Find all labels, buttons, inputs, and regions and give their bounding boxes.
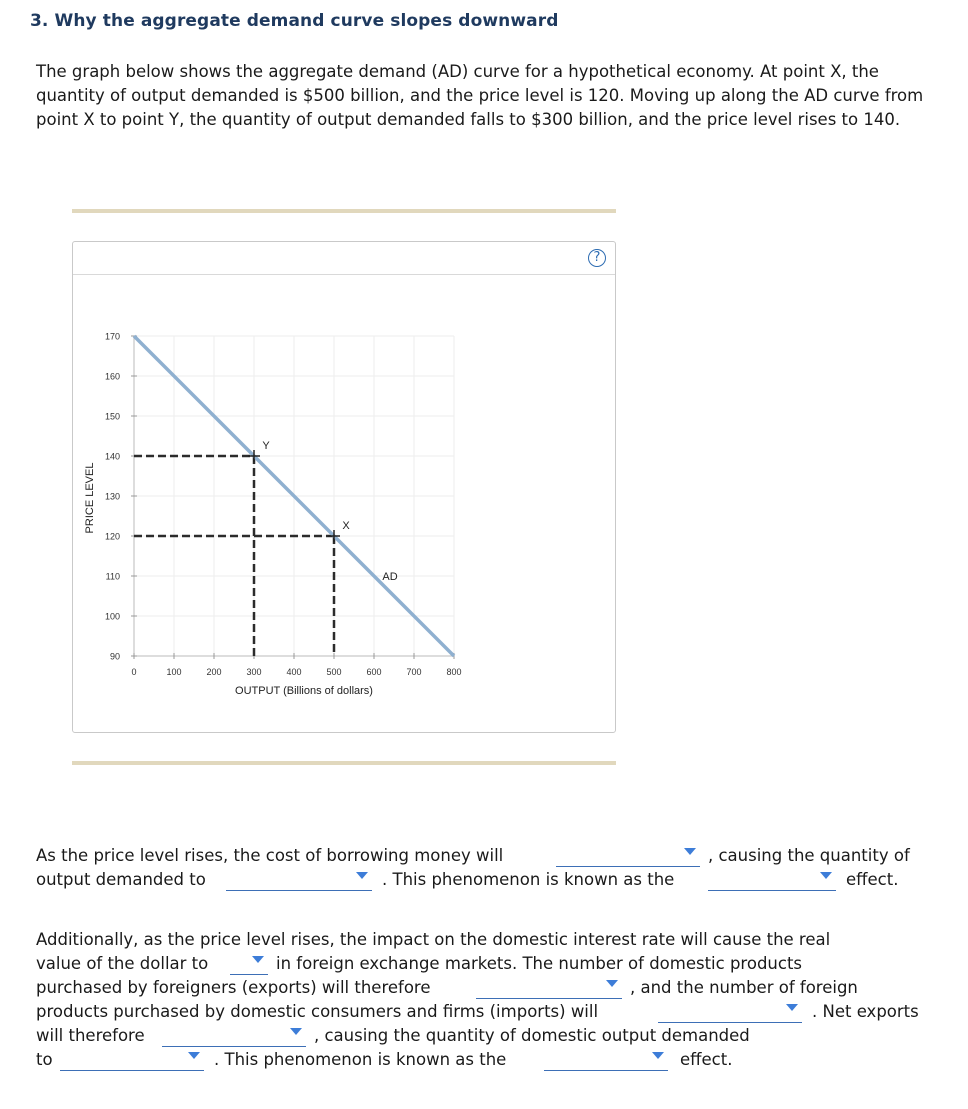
part1-text-b: , causing the quantity of (708, 846, 910, 865)
y-tick-label: 90 (109, 651, 120, 662)
imports-dropdown[interactable] (658, 1000, 802, 1023)
x-axis-title: OUTPUT (Billions of dollars) (235, 685, 373, 697)
part2-line4a: products purchased by domestic consumers and firms (imports) will (36, 1002, 599, 1021)
y-axis-title: PRICE LEVEL (84, 462, 96, 534)
chevron-down-icon (252, 956, 264, 963)
x-tick-label: 600 (366, 667, 382, 677)
part1-text-c: output demanded to (36, 870, 206, 889)
x-tick-label: 500 (326, 667, 342, 677)
part2-line5b: , causing the quantity of domestic output demanded (314, 1026, 750, 1045)
point-label-x: X (342, 520, 350, 532)
part2-line3a: purchased by foreigners (exports) will therefore (36, 978, 431, 997)
domestic-output-dropdown[interactable] (60, 1048, 204, 1071)
y-tick-label: 120 (104, 531, 120, 542)
question-title: 3. Why the aggregate demand curve slopes downward (30, 11, 559, 31)
x-tick-label: 400 (286, 667, 302, 677)
part2-line5a: will therefore (36, 1026, 145, 1045)
part1-text-a: As the price level rises, the cost of borrowing money will (36, 846, 504, 865)
x-tick-label: 200 (206, 667, 222, 677)
exports-dropdown[interactable] (476, 976, 622, 999)
output-demanded-dropdown[interactable] (226, 868, 372, 891)
graph-toolbar (73, 242, 615, 275)
y-tick-label: 100 (104, 611, 120, 622)
chevron-down-icon (290, 1028, 302, 1035)
chevron-down-icon (684, 848, 696, 855)
part1-text-d: . This phenomenon is known as the (382, 870, 675, 889)
part2-line2b: in foreign exchange markets. The number of domestic products (276, 954, 803, 973)
y-tick-label: 140 (104, 451, 120, 462)
chevron-down-icon (606, 980, 618, 987)
y-tick-label: 110 (105, 571, 120, 582)
dollar-value-dropdown[interactable] (230, 952, 268, 975)
y-tick-label: 130 (104, 491, 120, 502)
net-exports-dropdown[interactable] (162, 1024, 306, 1047)
chevron-down-icon (652, 1052, 664, 1059)
y-tick-label: 160 (104, 371, 120, 382)
x-tick-label: 0 (131, 667, 137, 677)
part1-text-e: effect. (846, 870, 899, 889)
part2-line3b: , and the number of foreign (630, 978, 858, 997)
graph-panel (72, 241, 616, 733)
point-label-y: Y (262, 440, 270, 452)
chevron-down-icon (786, 1004, 798, 1011)
part2-line2a: value of the dollar to (36, 954, 209, 973)
chevron-down-icon (356, 872, 368, 879)
effect-name-dropdown-2[interactable] (544, 1048, 668, 1071)
x-tick-label: 800 (446, 667, 462, 677)
chevron-down-icon (188, 1052, 200, 1059)
x-tick-label: 100 (166, 667, 182, 677)
question-intro: The graph below shows the aggregate demand (AD) curve for a hypothetical economy. At point X, the quantity of output demanded is $500 billion, and the price level is 120. Moving up along the AD curve from point X to point Y, the quantity of output demanded falls to $300 billion, and the price level rises to 140. (36, 62, 924, 129)
borrowing-cost-dropdown[interactable] (556, 844, 700, 867)
bottom-divider (72, 761, 616, 765)
help-icon[interactable]: ? (588, 249, 606, 267)
x-tick-label: 700 (406, 667, 422, 677)
part2-line6c: effect. (680, 1050, 733, 1069)
top-divider (72, 209, 616, 213)
part2-line6b: . This phenomenon is known as the (214, 1050, 507, 1069)
part2-line6a: to (36, 1050, 53, 1069)
chevron-down-icon (820, 872, 832, 879)
y-tick-label: 170 (104, 331, 120, 342)
effect-name-dropdown-1[interactable] (708, 868, 836, 891)
part2-line1: Additionally, as the price level rises, the impact on the domestic interest rate will cause the real (36, 930, 831, 949)
ad-curve-label: AD (382, 571, 398, 583)
x-tick-label: 300 (246, 667, 262, 677)
y-tick-label: 150 (104, 411, 120, 422)
part2-line4b: . Net exports (812, 1002, 919, 1021)
